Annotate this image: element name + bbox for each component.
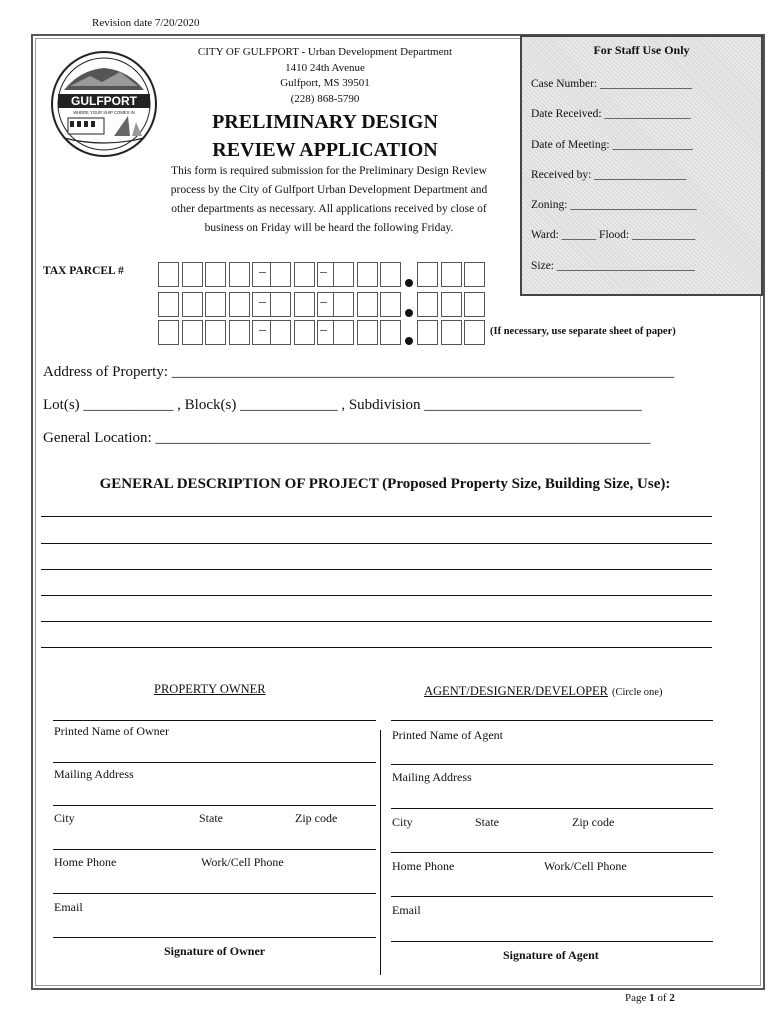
instructions-line: other departments as necessary. All applications received by close of xyxy=(171,203,487,215)
tax-parcel-digit-box[interactable] xyxy=(270,262,291,287)
size-field[interactable]: Size: ________________________ xyxy=(531,260,695,272)
tax-parcel-separator-dot xyxy=(405,309,413,317)
tax-parcel-digit-box[interactable] xyxy=(417,262,438,287)
tax-parcel-digit-box[interactable] xyxy=(229,292,250,317)
zoning-field[interactable]: Zoning: ______________________ xyxy=(531,199,697,211)
agent-email-label: Email xyxy=(392,903,421,917)
department-phone: (228) 868-5790 xyxy=(290,92,360,105)
owner-mailing-label: Mailing Address xyxy=(54,767,134,781)
tax-parcel-digit-box[interactable] xyxy=(333,320,354,345)
tax-parcel-digit-box[interactable] xyxy=(205,320,226,345)
form-instructions xyxy=(148,162,510,238)
owner-signature-line[interactable] xyxy=(53,937,376,938)
tax-parcel-digit-box[interactable] xyxy=(417,320,438,345)
agent-heading: AGENT/DESIGNER/DEVELOPER xyxy=(424,684,609,698)
address-of-property-field[interactable]: Address of Property: ___________________________________________________________________ xyxy=(43,364,675,380)
tax-parcel-digit-box[interactable] xyxy=(333,262,354,287)
form-title-line2: REVIEW APPLICATION xyxy=(212,139,438,161)
agent-zip-label: Zip code xyxy=(572,815,615,829)
project-description-title: GENERAL DESCRIPTION OF PROJECT (Proposed Property Size, Building Size, Use): xyxy=(99,476,671,492)
received-by-field[interactable]: Received by: ________________ xyxy=(531,169,687,181)
city-logo xyxy=(50,50,158,158)
tax-parcel-digit-box[interactable] xyxy=(182,262,203,287)
tax-parcel-digit-box[interactable] xyxy=(294,320,315,345)
owner-email-line[interactable] xyxy=(53,893,376,894)
agent-city-label: City xyxy=(392,815,413,829)
logo-name: GULFPORT xyxy=(71,94,137,108)
agent-mailing-label: Mailing Address xyxy=(392,770,472,784)
form-title xyxy=(175,108,475,164)
owner-zip-label: Zip code xyxy=(295,811,338,825)
instructions-line: process by the City of Gulfport Urban Development Department and xyxy=(170,184,488,196)
instructions-line: This form is required submission for the Preliminary Design Review xyxy=(171,165,487,177)
tax-parcel-digit-box[interactable] xyxy=(464,292,485,317)
owner-work-phone-label: Work/Cell Phone xyxy=(201,855,284,869)
tax-parcel-digit-box[interactable] xyxy=(380,292,401,317)
tax-parcel-digit-box[interactable] xyxy=(158,292,179,317)
date-of-meeting-field[interactable]: Date of Meeting: ______________ xyxy=(531,139,693,151)
owner-phone-line[interactable] xyxy=(53,849,376,850)
tax-parcel-digit-box[interactable] xyxy=(182,292,203,317)
tax-parcel-digit-box[interactable] xyxy=(464,262,485,287)
tax-parcel-digit-box[interactable] xyxy=(464,320,485,345)
tax-parcel-label: TAX PARCEL # xyxy=(43,265,124,277)
department-city: Gulfport, MS 39501 xyxy=(280,77,370,89)
tax-parcel-note: (If necessary, use separate sheet of paper) xyxy=(490,326,676,337)
tax-parcel-digit-box[interactable] xyxy=(357,292,378,317)
owner-mailing-line[interactable] xyxy=(53,762,376,763)
page-number xyxy=(625,992,675,1004)
property-owner-heading: PROPERTY OWNER xyxy=(154,682,266,696)
page-number-prefix: Page xyxy=(625,992,650,1004)
tax-parcel-digit-box[interactable] xyxy=(357,262,378,287)
agent-home-phone-label: Home Phone xyxy=(392,859,455,873)
description-line[interactable] xyxy=(41,621,712,622)
tax-parcel-digit-box[interactable] xyxy=(270,320,291,345)
tax-parcel-digit-box[interactable] xyxy=(229,262,250,287)
tax-parcel-digit-box[interactable] xyxy=(333,292,354,317)
agent-email-line[interactable] xyxy=(391,896,713,897)
staff-use-box xyxy=(520,35,763,296)
tax-parcel-digit-box[interactable] xyxy=(441,292,462,317)
revision-date: Revision date 7/20/2020 xyxy=(92,17,200,29)
ward-flood-field[interactable]: Ward: ______ Flood: ___________ xyxy=(531,229,696,241)
department-header xyxy=(175,45,475,107)
tax-parcel-digit-box[interactable] xyxy=(294,262,315,287)
agent-phone-line[interactable] xyxy=(391,852,713,853)
department-street: 1410 24th Avenue xyxy=(285,61,365,74)
tax-parcel-digit-box[interactable] xyxy=(417,292,438,317)
tax-parcel-digit-box[interactable] xyxy=(182,320,203,345)
owner-city-line[interactable] xyxy=(53,805,376,806)
department-name: CITY OF GULFPORT - Urban Development Department xyxy=(197,46,453,58)
tax-parcel-digit-box[interactable] xyxy=(229,320,250,345)
description-line[interactable] xyxy=(41,516,712,517)
page-number-total: 2 xyxy=(669,992,675,1004)
agent-city-line[interactable] xyxy=(391,808,713,809)
agent-mailing-line[interactable] xyxy=(391,764,713,765)
description-line[interactable] xyxy=(41,543,712,544)
logo-tagline: WHERE YOUR SHIP COMES IN xyxy=(73,110,135,115)
tax-parcel-separator-dash xyxy=(320,272,327,273)
tax-parcel-separator-dot xyxy=(405,279,413,287)
description-line[interactable] xyxy=(41,569,712,570)
instructions-line: business on Friday will be heard the following Friday. xyxy=(204,222,454,234)
circle-one-note: (Circle one) xyxy=(612,687,663,698)
agent-work-phone-label: Work/Cell Phone xyxy=(544,859,627,873)
lot-block-subdivision-field[interactable]: Lot(s) ____________ , Block(s) _____________ , Subdivision _____________________________ xyxy=(43,397,642,413)
tax-parcel-separator-dash xyxy=(259,272,266,273)
description-line[interactable] xyxy=(41,595,712,596)
staff-use-title: For Staff Use Only xyxy=(593,43,690,57)
tax-parcel-separator-dash xyxy=(320,302,327,303)
tax-parcel-separator-dash xyxy=(259,302,266,303)
owner-printed-name-label: Printed Name of Owner xyxy=(54,724,169,738)
agent-state-label: State xyxy=(475,815,499,829)
description-line[interactable] xyxy=(41,647,712,648)
tax-parcel-separator-dash xyxy=(259,330,266,331)
agent-heading-row xyxy=(424,682,662,700)
tax-parcel-separator-dot xyxy=(405,337,413,345)
tax-parcel-digit-box[interactable] xyxy=(441,262,462,287)
agent-signature-label: Signature of Agent xyxy=(503,948,599,962)
owner-home-phone-label: Home Phone xyxy=(54,855,117,869)
tax-parcel-digit-box[interactable] xyxy=(158,320,179,345)
tax-parcel-separator-dash xyxy=(320,330,327,331)
tax-parcel-digit-box[interactable] xyxy=(270,292,291,317)
owner-city-label: City xyxy=(54,811,75,825)
page-number-middle: of xyxy=(654,992,670,1004)
section-divider xyxy=(380,730,381,975)
agent-name-line[interactable] xyxy=(391,720,713,721)
page-number-current: 1 xyxy=(649,992,655,1004)
tax-parcel-digit-box[interactable] xyxy=(441,320,462,345)
owner-signature-label: Signature of Owner xyxy=(164,944,266,958)
agent-signature-line[interactable] xyxy=(391,941,713,942)
date-received-field[interactable]: Date Received: _______________ xyxy=(531,108,691,120)
case-number-field[interactable]: Case Number: ________________ xyxy=(531,78,692,90)
owner-state-label: State xyxy=(199,811,223,825)
tax-parcel-digit-box[interactable] xyxy=(294,292,315,317)
tax-parcel-digit-box[interactable] xyxy=(205,292,226,317)
tax-parcel-digit-box[interactable] xyxy=(357,320,378,345)
tax-parcel-digit-box[interactable] xyxy=(205,262,226,287)
tax-parcel-digit-box[interactable] xyxy=(380,262,401,287)
owner-name-line[interactable] xyxy=(53,720,376,721)
general-location-field[interactable]: General Location: __________________________________________________________________ xyxy=(43,430,651,446)
owner-email-label: Email xyxy=(54,900,83,914)
tax-parcel-digit-box[interactable] xyxy=(380,320,401,345)
tax-parcel-digit-box[interactable] xyxy=(158,262,179,287)
agent-printed-name-label: Printed Name of Agent xyxy=(392,728,503,742)
form-title-line1: PRELIMINARY DESIGN xyxy=(212,111,438,133)
